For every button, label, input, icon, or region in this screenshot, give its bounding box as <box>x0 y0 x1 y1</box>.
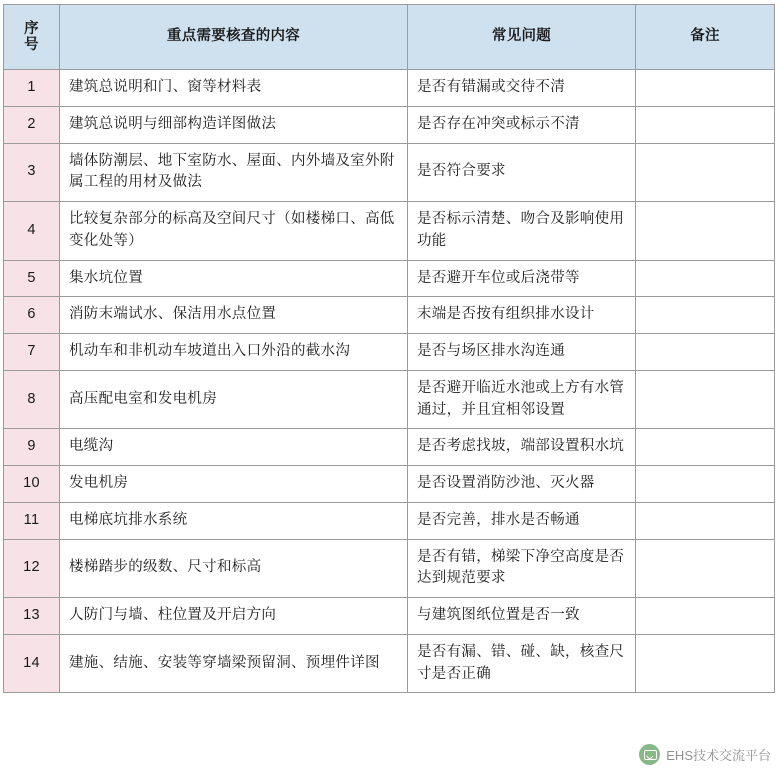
row-common-issue: 是否符合要求 <box>408 143 636 202</box>
row-check-item: 建施、结施、安装等穿墙梁预留洞、预埋件详图 <box>60 634 408 693</box>
row-check-item: 墙体防潮层、地下室防水、屋面、内外墙及室外附属工程的用材及做法 <box>60 143 408 202</box>
row-common-issue: 是否与场区排水沟连通 <box>408 334 636 371</box>
checklist-table <box>3 4 775 693</box>
column-header-no-line1: 序 <box>24 20 39 37</box>
row-common-issue: 是否有漏、错、碰、缺，核查尺寸是否正确 <box>408 634 636 693</box>
table-row <box>4 106 775 143</box>
row-common-issue: 是否考虑找坡，端部设置积水坑 <box>408 429 636 466</box>
row-index: 1 <box>4 70 60 107</box>
row-check-item: 电梯底坑排水系统 <box>60 502 408 539</box>
column-header-issue: 常见问题 <box>408 5 636 70</box>
row-index: 7 <box>4 334 60 371</box>
row-note <box>636 297 775 334</box>
row-common-issue: 是否存在冲突或标示不清 <box>408 106 636 143</box>
row-note <box>636 106 775 143</box>
row-common-issue: 是否有错漏或交待不清 <box>408 70 636 107</box>
table-row <box>4 598 775 635</box>
document-sheet <box>0 4 777 769</box>
row-common-issue: 是否完善，排水是否畅通 <box>408 502 636 539</box>
row-check-item: 发电机房 <box>60 466 408 503</box>
table-row <box>4 466 775 503</box>
table-row <box>4 502 775 539</box>
table-row <box>4 143 775 202</box>
row-check-item: 人防门与墙、柱位置及开启方向 <box>60 598 408 635</box>
table-row <box>4 429 775 466</box>
row-common-issue: 是否标示清楚、吻合及影响使用功能 <box>408 202 636 261</box>
row-index: 3 <box>4 143 60 202</box>
row-check-item: 楼梯踏步的级数、尺寸和标高 <box>60 539 408 598</box>
row-common-issue: 与建筑图纸位置是否一致 <box>408 598 636 635</box>
table-row <box>4 202 775 261</box>
row-note <box>636 334 775 371</box>
row-check-item: 建筑总说明与细部构造详图做法 <box>60 106 408 143</box>
row-note <box>636 70 775 107</box>
row-check-item: 建筑总说明和门、窗等材料表 <box>60 70 408 107</box>
row-check-item: 比较复杂部分的标高及空间尺寸（如楼梯口、高低变化处等） <box>60 202 408 261</box>
row-note <box>636 634 775 693</box>
row-index: 14 <box>4 634 60 693</box>
row-note <box>636 370 775 429</box>
row-common-issue: 末端是否按有组织排水设计 <box>408 297 636 334</box>
row-common-issue: 是否避开临近水池或上方有水管通过，并且宜相邻设置 <box>408 370 636 429</box>
row-common-issue: 是否设置消防沙池、灭火器 <box>408 466 636 503</box>
row-index: 5 <box>4 260 60 297</box>
table-row <box>4 260 775 297</box>
row-note <box>636 598 775 635</box>
row-check-item: 电缆沟 <box>60 429 408 466</box>
row-common-issue: 是否有错，梯梁下净空高度是否达到规范要求 <box>408 539 636 598</box>
row-check-item: 机动车和非机动车坡道出入口外沿的截水沟 <box>60 334 408 371</box>
row-note <box>636 143 775 202</box>
table-row <box>4 539 775 598</box>
row-note <box>636 466 775 503</box>
row-common-issue: 是否避开车位或后浇带等 <box>408 260 636 297</box>
watermark-label: EHS技术交流平台 <box>666 748 771 763</box>
table-header-row <box>4 5 775 70</box>
row-index: 10 <box>4 466 60 503</box>
column-header-no-line2: 号 <box>24 37 39 53</box>
table-row <box>4 370 775 429</box>
row-check-item: 消防末端试水、保洁用水点位置 <box>60 297 408 334</box>
column-header-note: 备注 <box>636 5 775 70</box>
row-index: 2 <box>4 106 60 143</box>
row-note <box>636 539 775 598</box>
table-row <box>4 634 775 693</box>
row-index: 9 <box>4 429 60 466</box>
table-row <box>4 70 775 107</box>
row-index: 11 <box>4 502 60 539</box>
column-header-item: 重点需要核查的内容 <box>60 5 408 70</box>
row-index: 12 <box>4 539 60 598</box>
row-check-item: 集水坑位置 <box>60 260 408 297</box>
row-index: 13 <box>4 598 60 635</box>
row-note <box>636 429 775 466</box>
row-index: 8 <box>4 370 60 429</box>
table-row <box>4 334 775 371</box>
table-row <box>4 297 775 334</box>
table-header <box>4 5 775 70</box>
row-check-item: 高压配电室和发电机房 <box>60 370 408 429</box>
row-note <box>636 502 775 539</box>
column-header-no <box>4 5 60 70</box>
row-note <box>636 202 775 261</box>
watermark <box>639 744 771 765</box>
row-index: 4 <box>4 202 60 261</box>
wechat-badge-icon <box>639 744 660 765</box>
row-note <box>636 260 775 297</box>
table-body <box>4 70 775 693</box>
row-index: 6 <box>4 297 60 334</box>
